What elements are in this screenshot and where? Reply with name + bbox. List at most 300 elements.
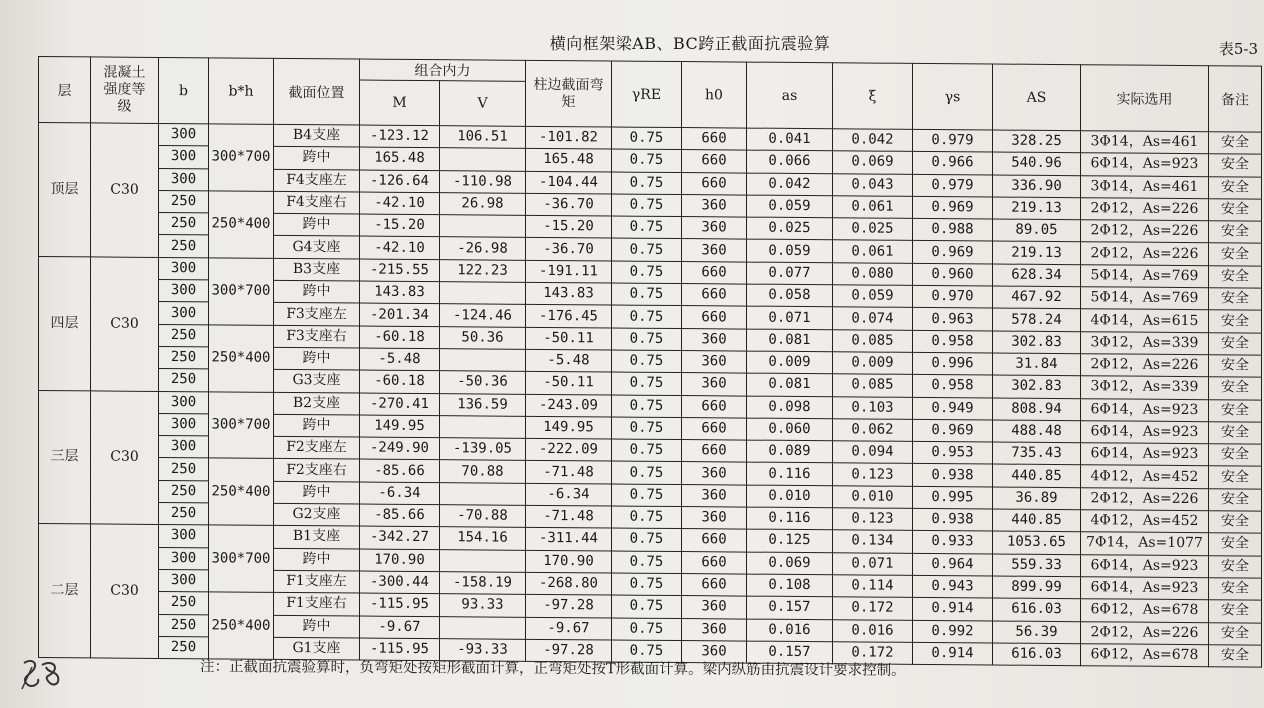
- cell-gamma-re: 0.75: [612, 194, 682, 217]
- cell-h0: 660: [682, 172, 747, 195]
- cell-V: -50.36: [440, 371, 526, 394]
- cell-section-position: 跨中: [274, 214, 360, 237]
- cell-gamma-s: 0.979: [913, 174, 993, 197]
- cell-column-edge-moment: -268.80: [526, 572, 612, 595]
- cell-section-position: 跨中: [274, 280, 360, 303]
- cell-xi: 0.074: [833, 307, 913, 330]
- cell-section-position: F4支座右: [274, 191, 360, 214]
- cell-section-position: 跨中: [274, 615, 360, 638]
- cell-gamma-re: 0.75: [612, 372, 682, 395]
- cell-actual-selection: 4Φ12，As=452: [1081, 510, 1209, 533]
- cell-column-edge-moment: -97.28: [526, 639, 612, 662]
- cell-M: -123.12: [360, 125, 440, 148]
- cell-h0: 660: [682, 417, 747, 440]
- cell-xi: 0.172: [833, 642, 913, 665]
- cell-b: 300: [159, 547, 209, 570]
- cell-gamma-re: 0.75: [612, 640, 682, 663]
- cell-M: -6.34: [360, 482, 440, 505]
- cell-b: 250: [159, 369, 209, 392]
- cell-xi: 0.114: [833, 575, 913, 598]
- cell-gamma-re: 0.75: [612, 261, 682, 284]
- cell-gamma-re: 0.75: [612, 506, 682, 529]
- cell-b: 300: [159, 413, 209, 436]
- cell-V: [440, 616, 526, 639]
- cell-xi: 0.061: [833, 196, 913, 219]
- cell-V: -158.19: [440, 572, 526, 595]
- cell-b: 300: [159, 146, 209, 169]
- cell-as: 0.060: [747, 418, 833, 441]
- cell-M: -9.67: [360, 616, 440, 639]
- header-concrete-grade: 混凝土强度等级: [91, 57, 159, 124]
- cell-V: 26.98: [440, 193, 526, 216]
- cell-column-edge-moment: 149.95: [526, 416, 612, 439]
- cell-h0: 360: [682, 373, 747, 396]
- cell-AS: 219.13: [993, 197, 1081, 220]
- cell-as: 0.069: [747, 552, 833, 575]
- cell-section-position: F1支座右: [274, 593, 360, 616]
- cell-remark: 安全: [1209, 332, 1262, 355]
- cell-AS: 56.39: [993, 621, 1081, 644]
- cell-AS: 1053.65: [993, 531, 1081, 554]
- cell-xi: 0.071: [833, 552, 913, 575]
- cell-as: 0.077: [747, 262, 833, 285]
- cell-section-position: B1支座: [274, 526, 360, 549]
- cell-M: -42.10: [360, 237, 440, 260]
- cell-M: 170.90: [360, 549, 440, 572]
- cell-b: 250: [159, 324, 209, 347]
- cell-V: [440, 416, 526, 439]
- cell-remark: 安全: [1209, 511, 1262, 534]
- cell-as: 0.009: [747, 351, 833, 374]
- cell-h0: 360: [682, 640, 747, 663]
- cell-remark: 安全: [1209, 132, 1262, 155]
- cell-h0: 660: [682, 128, 747, 151]
- cell-gamma-s: 0.970: [913, 285, 993, 308]
- cell-V: [440, 549, 526, 572]
- cell-M: -270.41: [360, 393, 440, 416]
- cell-V: 93.33: [440, 594, 526, 617]
- cell-gamma-re: 0.75: [612, 528, 682, 551]
- cell-xi: 0.123: [833, 463, 913, 486]
- cell-h0: 660: [682, 551, 747, 574]
- cell-V: [440, 282, 526, 305]
- cell-M: -42.10: [360, 192, 440, 215]
- header-combined-forces: 组合内力: [360, 59, 526, 81]
- header-xi: ξ: [833, 63, 913, 130]
- cell-V: [440, 148, 526, 171]
- cell-gamma-re: 0.75: [612, 395, 682, 418]
- cell-xi: 0.080: [833, 263, 913, 286]
- cell-b: 250: [159, 480, 209, 503]
- cell-b: 300: [159, 436, 209, 459]
- cell-gamma-s: 0.914: [913, 642, 993, 665]
- cell-h0: 660: [682, 306, 747, 329]
- cell-section-position: F4支座左: [274, 169, 360, 192]
- cell-gamma-s: 0.960: [913, 263, 993, 286]
- cell-as: 0.025: [747, 217, 833, 240]
- cell-b: 250: [159, 614, 209, 637]
- cell-V: -139.05: [440, 438, 526, 461]
- cell-section-position: F2支座右: [274, 459, 360, 482]
- cell-concrete-grade: C30: [91, 123, 159, 257]
- cell-gamma-s: 0.958: [913, 375, 993, 398]
- cell-remark: 安全: [1209, 422, 1262, 445]
- cell-xi: 0.042: [833, 129, 913, 152]
- cell-actual-selection: 3Φ12，As=339: [1081, 331, 1209, 354]
- cell-as: 0.108: [747, 574, 833, 597]
- cell-actual-selection: 4Φ14，As=615: [1081, 309, 1209, 332]
- cell-section-position: 跨中: [274, 481, 360, 504]
- cell-AS: 899.99: [993, 576, 1081, 599]
- cell-M: -126.64: [360, 170, 440, 193]
- cell-gamma-re: 0.75: [612, 216, 682, 239]
- cell-V: -110.98: [440, 170, 526, 193]
- cell-remark: 安全: [1209, 154, 1262, 177]
- cell-as: 0.081: [747, 373, 833, 396]
- cell-AS: 735.43: [993, 442, 1081, 465]
- cell-column-edge-moment: -97.28: [526, 595, 612, 618]
- cell-b: 300: [159, 302, 209, 325]
- cell-column-edge-moment: -176.45: [526, 305, 612, 328]
- cell-column-edge-moment: -15.20: [526, 216, 612, 239]
- cell-h0: 360: [682, 239, 747, 262]
- handwritten-signature: [18, 655, 66, 695]
- cell-M: -215.55: [360, 259, 440, 282]
- cell-actual-selection: 6Φ12，As=678: [1081, 644, 1209, 667]
- cell-actual-selection: 6Φ12，As=678: [1081, 599, 1209, 622]
- cell-AS: 302.83: [993, 375, 1081, 398]
- cell-b: 300: [159, 280, 209, 303]
- cell-column-edge-moment: -104.44: [526, 171, 612, 194]
- cell-gamma-re: 0.75: [612, 417, 682, 440]
- cell-M: 143.83: [360, 281, 440, 304]
- cell-section-position: F2支座左: [274, 437, 360, 460]
- cell-actual-selection: 3Φ12，As=339: [1081, 376, 1209, 399]
- cell-AS: 808.94: [993, 398, 1081, 421]
- cell-xi: 0.010: [833, 485, 913, 508]
- header-section-position: 截面位置: [274, 58, 360, 125]
- cell-as: 0.081: [747, 329, 833, 352]
- cell-xi: 0.103: [833, 396, 913, 419]
- cell-section-position: 跨中: [274, 548, 360, 571]
- cell-V: [440, 349, 526, 372]
- cell-section-position: B2支座: [274, 392, 360, 415]
- header-V: V: [440, 81, 526, 127]
- cell-V: [440, 215, 526, 238]
- cell-remark: 安全: [1209, 444, 1262, 467]
- cell-actual-selection: 6Φ14，As=923: [1081, 443, 1209, 466]
- cell-actual-selection: 2Φ12，As=226: [1081, 621, 1209, 644]
- cell-as: 0.016: [747, 619, 833, 642]
- cell-M: -342.27: [360, 526, 440, 549]
- cell-b: 300: [159, 123, 209, 146]
- footnote: 注：正截面抗震验算时，负弯矩处按矩形截面计算，正弯矩处按T形截面计算。梁内纵筋由抗震设计要求控制。: [199, 659, 906, 679]
- cell-concrete-grade: C30: [91, 390, 159, 524]
- cell-column-edge-moment: -50.11: [526, 372, 612, 395]
- cell-h0: 660: [682, 573, 747, 596]
- cell-h0: 360: [682, 618, 747, 641]
- cell-xi: 0.172: [833, 597, 913, 620]
- cell-h0: 660: [682, 395, 747, 418]
- cell-h0: 660: [682, 529, 747, 552]
- cell-section-position: 跨中: [274, 347, 360, 370]
- cell-gamma-re: 0.75: [612, 573, 682, 596]
- cell-AS: 31.84: [993, 353, 1081, 376]
- cell-xi: 0.085: [833, 374, 913, 397]
- cell-section-position: G2支座: [274, 503, 360, 526]
- cell-actual-selection: 2Φ12，As=226: [1081, 354, 1209, 377]
- cell-AS: 89.05: [993, 219, 1081, 242]
- cell-gamma-s: 0.953: [913, 442, 993, 465]
- cell-gamma-re: 0.75: [612, 484, 682, 507]
- cell-AS: 616.03: [993, 598, 1081, 621]
- cell-gamma-s: 0.995: [913, 486, 993, 509]
- cell-remark: 安全: [1209, 533, 1262, 556]
- header-h0: h0: [682, 62, 747, 129]
- cell-column-edge-moment: -71.48: [526, 505, 612, 528]
- cell-AS: 302.83: [993, 331, 1081, 354]
- cell-gamma-s: 0.933: [913, 531, 993, 554]
- cell-AS: 219.13: [993, 241, 1081, 264]
- cell-actual-selection: 6Φ14，As=923: [1081, 421, 1209, 444]
- cell-gamma-re: 0.75: [612, 305, 682, 328]
- cell-V: 136.59: [440, 393, 526, 416]
- cell-gamma-re: 0.75: [612, 328, 682, 351]
- cell-b: 250: [159, 190, 209, 213]
- cell-remark: 安全: [1209, 288, 1262, 311]
- header-M: M: [360, 80, 440, 126]
- cell-as: 0.010: [747, 485, 833, 508]
- cell-column-edge-moment: -191.11: [526, 260, 612, 283]
- cell-gamma-s: 0.938: [913, 464, 993, 487]
- cell-gamma-re: 0.75: [612, 127, 682, 150]
- cell-actual-selection: 2Φ12，As=226: [1081, 198, 1209, 221]
- cell-remark: 安全: [1209, 645, 1262, 668]
- cell-remark: 安全: [1209, 199, 1262, 222]
- cell-gamma-s: 0.969: [913, 196, 993, 219]
- cell-gamma-re: 0.75: [612, 238, 682, 261]
- cell-remark: 安全: [1209, 243, 1262, 266]
- cell-b: 300: [159, 257, 209, 280]
- cell-remark: 安全: [1209, 622, 1262, 645]
- cell-column-edge-moment: -71.48: [526, 461, 612, 484]
- cell-actual-selection: 5Φ14，As=769: [1081, 264, 1209, 287]
- cell-actual-selection: 5Φ14，As=769: [1081, 287, 1209, 310]
- cell-gamma-s: 0.969: [913, 241, 993, 264]
- cell-V: -93.33: [440, 638, 526, 661]
- cell-remark: 安全: [1209, 221, 1262, 244]
- cell-as: 0.157: [747, 641, 833, 664]
- cell-AS: 488.48: [993, 420, 1081, 443]
- cell-gamma-re: 0.75: [612, 595, 682, 618]
- cell-remark: 安全: [1209, 466, 1262, 489]
- header-as: as: [747, 62, 833, 129]
- cell-remark: 安全: [1209, 310, 1262, 333]
- cell-V: 50.36: [440, 326, 526, 349]
- cell-remark: 安全: [1209, 265, 1262, 288]
- cell-b: 250: [159, 502, 209, 525]
- cell-h0: 660: [682, 284, 747, 307]
- cell-section-position: B4支座: [274, 124, 360, 147]
- cell-AS: 559.33: [993, 554, 1081, 577]
- cell-h0: 360: [682, 462, 747, 485]
- cell-b: 250: [159, 636, 209, 659]
- cell-h0: 660: [682, 261, 747, 284]
- cell-actual-selection: 7Φ14，As=1077: [1081, 532, 1209, 555]
- cell-h0: 360: [682, 596, 747, 619]
- header-column-edge-moment: 柱边截面弯矩: [526, 60, 612, 127]
- cell-xi: 0.069: [833, 151, 913, 174]
- cell-section-position: F1支座左: [274, 570, 360, 593]
- cell-gamma-re: 0.75: [612, 283, 682, 306]
- cell-h0: 360: [682, 507, 747, 530]
- cell-column-edge-moment: -6.34: [526, 483, 612, 506]
- cell-layer: 顶层: [39, 123, 91, 257]
- cell-V: -124.46: [440, 304, 526, 327]
- cell-actual-selection: 2Φ12，As=226: [1081, 487, 1209, 510]
- cell-column-edge-moment: -222.09: [526, 438, 612, 461]
- cell-column-edge-moment: -9.67: [526, 617, 612, 640]
- table-number: 表5-3: [1218, 40, 1258, 58]
- cell-as: 0.116: [747, 507, 833, 530]
- cell-actual-selection: 6Φ14，As=923: [1081, 153, 1209, 176]
- cell-remark: 安全: [1209, 555, 1262, 578]
- cell-gamma-s: 0.963: [913, 308, 993, 331]
- cell-b: 300: [159, 391, 209, 414]
- header-gamma-re: γRE: [612, 61, 682, 128]
- header-AS: AS: [993, 64, 1081, 131]
- cell-remark: 安全: [1209, 600, 1262, 623]
- cell-V: 70.88: [440, 460, 526, 483]
- cell-M: -85.66: [360, 459, 440, 482]
- cell-M: -115.95: [360, 638, 440, 661]
- cell-AS: 616.03: [993, 643, 1081, 666]
- cell-M: -300.44: [360, 571, 440, 594]
- cell-AS: 628.34: [993, 264, 1081, 287]
- cell-gamma-s: 0.958: [913, 330, 993, 353]
- cell-gamma-s: 0.966: [913, 152, 993, 175]
- header-actual-selection: 实际选用: [1081, 65, 1209, 132]
- cell-remark: 安全: [1209, 377, 1262, 400]
- cell-section-position: G3支座: [274, 370, 360, 393]
- cell-M: 165.48: [360, 147, 440, 170]
- header-remark: 备注: [1209, 66, 1262, 132]
- cell-bh: 300*700: [209, 525, 274, 592]
- cell-bh: 250*400: [209, 592, 274, 659]
- cell-gamma-re: 0.75: [612, 172, 682, 195]
- header-bh: b*h: [209, 58, 274, 125]
- header-gamma-s: γs: [913, 63, 993, 130]
- cell-bh: 300*700: [209, 258, 274, 325]
- cell-b: 250: [159, 213, 209, 236]
- cell-column-edge-moment: -311.44: [526, 528, 612, 551]
- cell-section-position: 跨中: [274, 414, 360, 437]
- cell-as: 0.098: [747, 396, 833, 419]
- cell-remark: 安全: [1209, 176, 1262, 199]
- cell-h0: 360: [682, 217, 747, 240]
- cell-M: -85.66: [360, 504, 440, 527]
- cell-gamma-s: 0.979: [913, 129, 993, 152]
- cell-M: -5.48: [360, 348, 440, 371]
- cell-column-edge-moment: -101.82: [526, 126, 612, 149]
- cell-xi: 0.094: [833, 441, 913, 464]
- cell-as: 0.066: [747, 150, 833, 173]
- cell-actual-selection: 3Φ14，As=461: [1081, 131, 1209, 154]
- cell-gamma-re: 0.75: [612, 461, 682, 484]
- cell-M: -60.18: [360, 370, 440, 393]
- cell-AS: 578.24: [993, 308, 1081, 331]
- cell-gamma-s: 0.969: [913, 419, 993, 442]
- cell-xi: 0.025: [833, 218, 913, 241]
- cell-bh: 300*700: [209, 124, 274, 191]
- table-title: 横向框架梁AB、BC跨正截面抗震验算: [549, 34, 831, 53]
- cell-gamma-re: 0.75: [612, 350, 682, 373]
- cell-M: -60.18: [360, 326, 440, 349]
- cell-as: 0.116: [747, 463, 833, 486]
- cell-remark: 安全: [1209, 488, 1262, 511]
- cell-xi: 0.061: [833, 240, 913, 263]
- cell-xi: 0.059: [833, 285, 913, 308]
- cell-actual-selection: 6Φ14，As=923: [1081, 577, 1209, 600]
- cell-bh: 300*700: [209, 391, 274, 458]
- cell-section-position: G1支座: [274, 637, 360, 660]
- cell-h0: 360: [682, 194, 747, 217]
- header-layer: 层: [39, 57, 91, 123]
- cell-layer: 四层: [39, 256, 91, 390]
- cell-xi: 0.009: [833, 352, 913, 375]
- cell-actual-selection: 2Φ12，As=226: [1081, 242, 1209, 265]
- cell-as: 0.058: [747, 284, 833, 307]
- cell-gamma-re: 0.75: [612, 149, 682, 172]
- cell-gamma-s: 0.949: [913, 397, 993, 420]
- cell-b: 250: [159, 235, 209, 258]
- cell-b: 300: [159, 525, 209, 548]
- cell-M: -115.95: [360, 593, 440, 616]
- cell-AS: 467.92: [993, 286, 1081, 309]
- cell-actual-selection: 3Φ14，As=461: [1081, 175, 1209, 198]
- cell-xi: 0.123: [833, 508, 913, 531]
- cell-AS: 440.85: [993, 464, 1081, 487]
- cell-b: 250: [159, 592, 209, 615]
- cell-as: 0.071: [747, 306, 833, 329]
- cell-column-edge-moment: -5.48: [526, 349, 612, 372]
- cell-actual-selection: 6Φ14，As=923: [1081, 554, 1209, 577]
- cell-as: 0.089: [747, 440, 833, 463]
- cell-xi: 0.062: [833, 419, 913, 442]
- cell-layer: 二层: [39, 524, 91, 658]
- cell-AS: 540.96: [993, 152, 1081, 175]
- cell-section-position: B3支座: [274, 258, 360, 281]
- cell-column-edge-moment: -50.11: [526, 327, 612, 350]
- cell-xi: 0.043: [833, 173, 913, 196]
- cell-as: 0.157: [747, 596, 833, 619]
- cell-gamma-s: 0.996: [913, 352, 993, 375]
- cell-M: -201.34: [360, 303, 440, 326]
- cell-gamma-s: 0.914: [913, 598, 993, 621]
- cell-h0: 360: [682, 484, 747, 507]
- cell-V: 106.51: [440, 126, 526, 149]
- cell-V: 122.23: [440, 259, 526, 282]
- cell-M: -15.20: [360, 214, 440, 237]
- cell-layer: 三层: [39, 390, 91, 524]
- cell-h0: 660: [682, 150, 747, 173]
- cell-gamma-re: 0.75: [612, 439, 682, 462]
- cell-gamma-s: 0.943: [913, 575, 993, 598]
- cell-b: 250: [159, 458, 209, 481]
- seismic-check-table: [38, 56, 1262, 668]
- cell-section-position: F3支座右: [274, 325, 360, 348]
- cell-column-edge-moment: 143.83: [526, 282, 612, 305]
